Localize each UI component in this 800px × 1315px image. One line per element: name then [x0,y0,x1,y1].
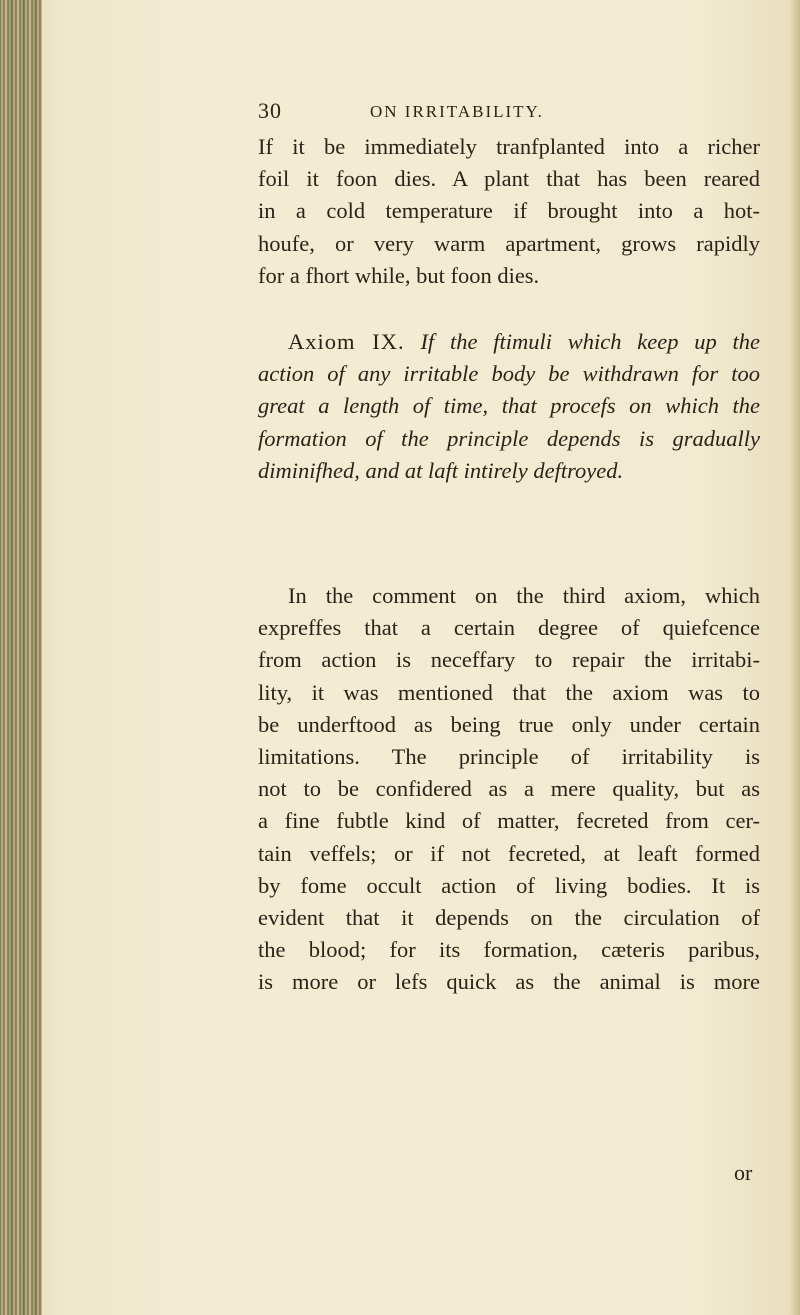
text-line [258,326,760,358]
paragraph-3 [258,580,760,998]
text-line: evident that it depends on the circulation of [258,904,760,930]
text-line: from action is neceffary to repair the irritabi- [258,647,760,673]
paragraph-1 [258,131,760,292]
text-line: If it be immediately tranfplanted into a richer [258,134,760,159]
page-number: 30 [258,98,282,123]
text-line: by fome occult action of living bodies. It is [258,872,760,898]
axiom-text: If the ftimuli which keep up the [420,329,761,354]
catchword: or [734,1160,753,1185]
book-binding-edge [0,0,42,1315]
text-line: be underftood as being true only under certain [258,711,760,737]
text-line: is more or lefs quick as the animal is more [258,969,760,995]
page-header [258,98,718,132]
text-line: lity, it was mentioned that the axiom was to [258,679,760,705]
text-line: foil it foon dies. A plant that has been reared [258,166,760,192]
text-line: the blood; for its formation, cæteris paribus, [258,937,760,963]
axiom-ix [258,326,760,487]
text-line: for a fhort while, but foon dies. [258,262,540,288]
text-line: expreffes that a certain degree of quiefcence [258,615,760,641]
text-line: great a length of time, that procefs on which the [258,393,760,419]
text-line: tain veffels; or if not fecreted, at leaft formed [258,840,760,866]
text-line: formation of the principle depends is gradually [258,425,760,451]
running-head: ON IRRITABILITY. [370,102,544,121]
text-line: a fine fubtle kind of matter, fecreted from cer- [258,808,760,834]
text-line: limitations. The principle of irritability is [258,743,760,769]
text-line: houfe, or very warm apartment, grows rapidly [258,230,760,256]
text-line: diminifhed, and at laft intirely deftroyed. [258,457,624,483]
text-line: not to be confidered as a mere quality, but as [258,776,760,802]
axiom-label: Axiom IX. [288,329,405,354]
text-line: action of any irritable body be withdrawn for too [258,361,760,387]
text-line: in a cold temperature if brought into a hot- [258,198,760,224]
page-right-edge [790,0,800,1315]
text-line: In the comment on the third axiom, which [288,583,760,608]
